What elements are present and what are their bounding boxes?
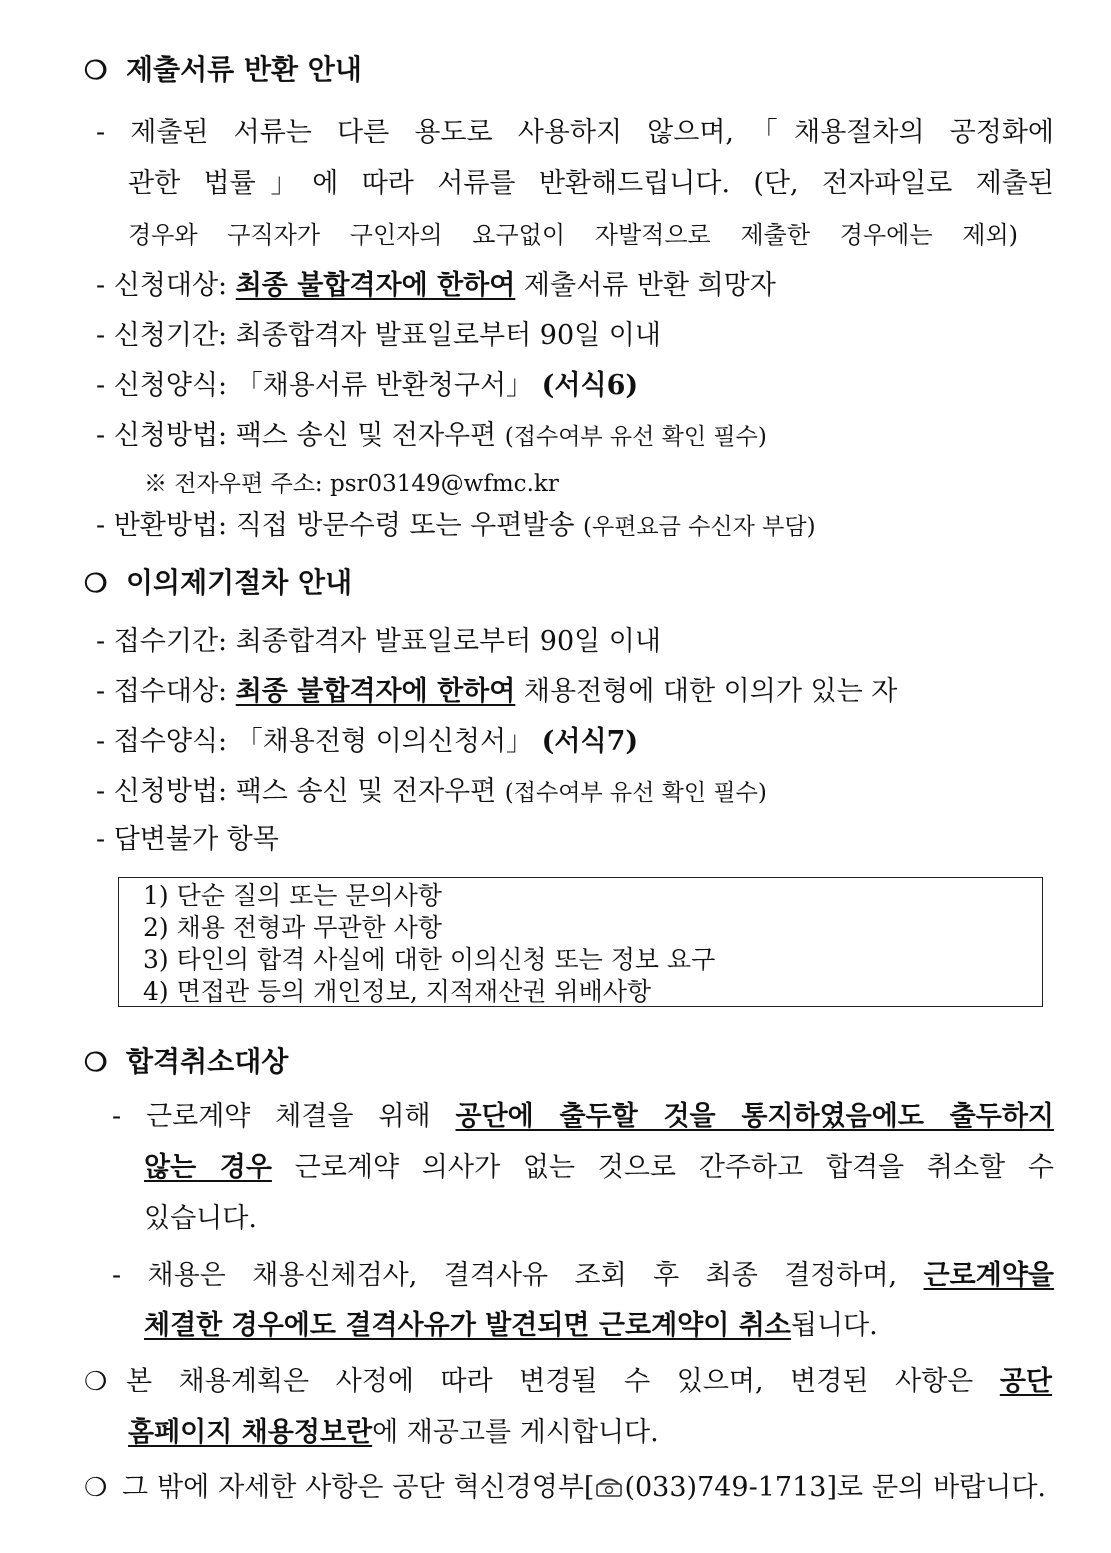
cancellation-b-line-2 — [144, 1308, 878, 1344]
paragraph-line — [128, 217, 1018, 253]
emphasis-text: 최종 불합격자에 한하여 — [235, 270, 516, 301]
cancellation-a-line-1 — [112, 1099, 1054, 1135]
note-text: (우편요금 수신자 부담) — [583, 514, 816, 540]
apply-period-line — [96, 318, 661, 354]
text: 그 밖에 자세한 사항은 공단 혁신경영부[ — [122, 1472, 595, 1503]
emphasis-text: 근로계약을 — [923, 1260, 1054, 1291]
form-reference: (서식7) — [541, 726, 639, 757]
emphasis-text: 공단에 출두할 것을 통지하였음에도 출두하지 — [455, 1101, 1054, 1132]
circle-bullet-icon: ❍ — [84, 569, 108, 599]
box-item: 2) 채용 전형과 무관한 사항 — [143, 913, 442, 942]
unanswerable-items-box — [118, 877, 1043, 1007]
form-reference: (서식6) — [541, 370, 639, 401]
paragraph-line — [128, 166, 1054, 202]
unanswerable-heading-line — [96, 822, 279, 858]
receipt-target-line — [96, 674, 897, 710]
text: - 접수기간: 최종합격자 발표일로부터 90일 이내 — [96, 626, 661, 657]
box-item: 1) 단순 질의 또는 문의사항 — [143, 881, 442, 910]
text: 본 채용계획은 사정에 따라 변경될 수 있으며, 변경된 사항은 — [126, 1366, 1000, 1397]
emphasis-text: 체결한 경우에도 결격사유가 발견되면 근로계약이 취소 — [144, 1310, 791, 1341]
circle-bullet-icon: ❍ — [84, 1473, 108, 1503]
cancellation-a-line-2 — [144, 1150, 1054, 1186]
text: - 신청방법: 팩스 송신 및 전자우편 — [96, 776, 505, 807]
text: - 접수양식: 「채용전형 이의신청서」 — [96, 726, 542, 757]
section-title: 이의제기절차 안내 — [126, 566, 353, 599]
emphasis-text: 공단 — [999, 1366, 1052, 1397]
text: - 신청방법: 팩스 송신 및 전자우편 — [96, 420, 505, 451]
plan-change-line-2 — [128, 1415, 659, 1451]
apply-form-line — [96, 368, 638, 404]
cancellation-a-line-3 — [144, 1201, 257, 1237]
text: - 채용은 채용신체검사, 결격사유 조회 후 최종 결정하며, — [112, 1260, 924, 1291]
circle-bullet-icon: ❍ — [84, 1367, 108, 1397]
apply-method-line — [96, 418, 767, 455]
receipt-period-line — [96, 624, 661, 660]
box-item: 4) 면접관 등의 개인정보, 지적재산권 위배사항 — [143, 977, 652, 1006]
text: - 답변불가 항목 — [96, 824, 279, 855]
text: - 반환방법: 직접 방문수령 또는 우편발송 — [96, 510, 584, 541]
return-method-line — [96, 508, 816, 545]
contact-line — [84, 1470, 1046, 1507]
label: - 신청대상: — [96, 270, 236, 301]
cancellation-b-line-1 — [112, 1258, 1054, 1294]
circle-bullet-icon: ❍ — [84, 1048, 108, 1078]
text: 제출서류 반환 희망자 — [515, 270, 776, 301]
text: 있습니다. — [144, 1203, 257, 1234]
box-item: 3) 타인의 합격 사실에 대한 이의신청 또는 정보 요구 — [143, 945, 716, 974]
note-text: (접수여부 유선 확인 필수) — [504, 424, 767, 450]
return-policy-line-3: 경우와 구직자가 구인자의 요구없이 자발적으로 제출한 경우에는 제외) — [128, 221, 1018, 249]
apply-target-line — [96, 268, 776, 304]
section-title: 합격취소대상 — [126, 1045, 289, 1078]
text: 됩니다. — [790, 1310, 878, 1341]
emphasis-text: 홈페이지 채용정보란 — [128, 1417, 373, 1448]
telephone-icon — [596, 1471, 622, 1507]
text: 채용전형에 대한 이의가 있는 자 — [515, 676, 898, 707]
section-title: 제출서류 반환 안내 — [126, 53, 362, 86]
phone-number: (033)749-1713] — [624, 1472, 837, 1503]
text: 근로계약 의사가 없는 것으로 간주하고 합격을 취소할 수 — [271, 1152, 1054, 1183]
section-heading-cancellation — [84, 1044, 288, 1081]
objection-method-line — [96, 774, 767, 811]
note-text: (접수여부 유선 확인 필수) — [504, 780, 767, 806]
emphasis-text: 최종 불합격자에 한하여 — [235, 676, 516, 707]
email-note-line — [144, 466, 559, 502]
text: - 신청기간: 최종합격자 발표일로부터 90일 이내 — [96, 320, 661, 351]
section-heading-objection — [84, 565, 352, 602]
paragraph-line — [96, 115, 1054, 151]
text: 에 재공고를 게시합니다. — [372, 1417, 659, 1448]
circle-bullet-icon: ❍ — [84, 56, 108, 86]
return-policy-line-2: 관한 법률」에 따라 서류를 반환해드립니다. (단, 전자파일로 제출된 — [128, 168, 1054, 199]
text: - 근로계약 체결을 위해 — [112, 1101, 456, 1132]
plan-change-line-1 — [84, 1364, 1054, 1400]
return-policy-line-1: - 제출된 서류는 다른 용도로 사용하지 않으며,「채용절차의 공정화에 — [96, 117, 1054, 148]
label: - 접수대상: — [96, 676, 236, 707]
text: - 신청양식: 「채용서류 반환청구서」 — [96, 370, 542, 401]
receipt-form-line — [96, 724, 638, 760]
email-note: ※ 전자우편 주소: psr03149@wfmc.kr — [144, 471, 559, 497]
section-heading-document-return — [84, 52, 362, 89]
emphasis-text: 않는 경우 — [144, 1152, 272, 1183]
text: 로 문의 바랍니다. — [836, 1472, 1046, 1503]
